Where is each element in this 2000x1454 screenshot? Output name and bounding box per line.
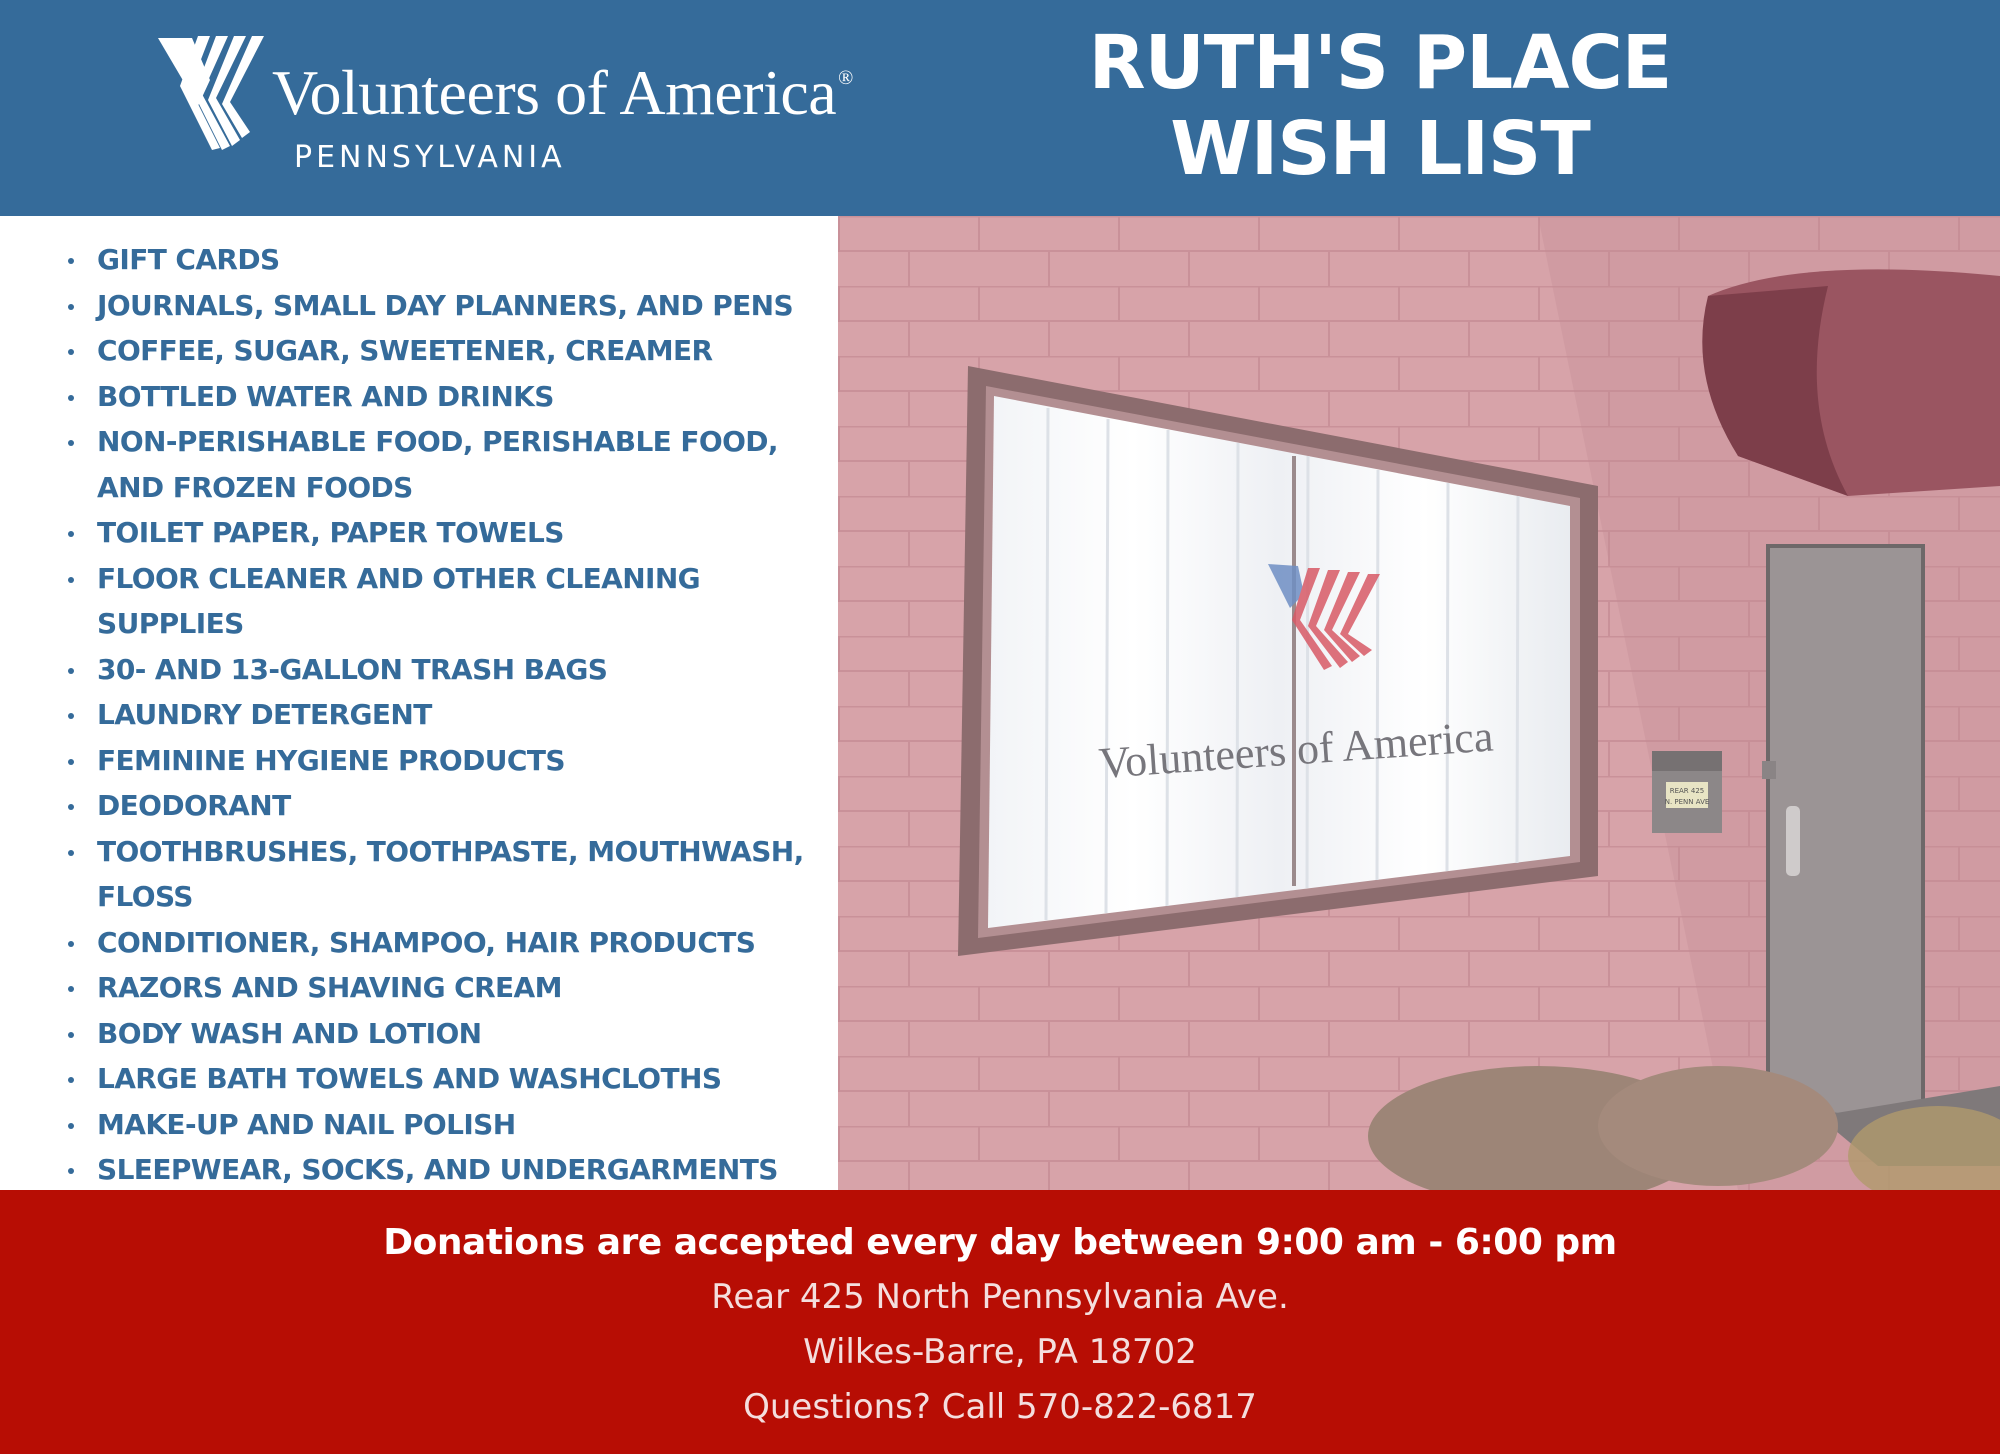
mailbox-label-1: REAR 425 bbox=[1669, 787, 1705, 795]
wish-list-item: SLEEPWEAR, SOCKS, AND UNDERGARMENTS bbox=[60, 1147, 830, 1238]
wish-list-item: COFFEE, SUGAR, SWEETENER, CREAMER bbox=[60, 328, 830, 374]
building-illustration bbox=[838, 216, 2000, 1190]
header-banner bbox=[0, 0, 2000, 216]
footer-banner bbox=[0, 1190, 2000, 1454]
wish-list-item: 30- AND 13-GALLON TRASH BAGS bbox=[60, 647, 830, 693]
wish-list-item: MAKE-UP AND NAIL POLISH bbox=[60, 1102, 830, 1148]
wish-list-item: CONDITIONER, SHAMPOO, HAIR PRODUCTS bbox=[60, 920, 830, 966]
wish-list bbox=[60, 237, 830, 1238]
contact-phone: Questions? Call 570-822-6817 bbox=[743, 1387, 1257, 1427]
window-sign-text: Volunteers of America bbox=[1097, 711, 1495, 788]
wish-list-item: FLOOR CLEANER AND OTHER CLEANING SUPPLIES bbox=[60, 556, 830, 647]
org-region: PENNSYLVANIA bbox=[294, 140, 566, 175]
mailbox-label-2: N. PENN AVE bbox=[1664, 798, 1710, 806]
wish-list-item: BODY WASH AND LOTION bbox=[60, 1011, 830, 1057]
wish-list-item: RAZORS AND SHAVING CREAM bbox=[60, 965, 830, 1011]
wish-list-item: NON-PERISHABLE FOOD, PERISHABLE FOOD, AND FROZEN FOODS bbox=[60, 419, 830, 510]
wish-list-item: TOILET PAPER, PAPER TOWELS bbox=[60, 510, 830, 556]
address-line-2: Wilkes-Barre, PA 18702 bbox=[803, 1332, 1197, 1372]
page-title-line-1: RUTH'S PLACE bbox=[1088, 20, 1672, 106]
registered-mark: ® bbox=[838, 67, 853, 89]
wish-list-item: LAUNDRY DETERGENT bbox=[60, 692, 830, 738]
donation-hours: Donations are accepted every day between 9:00 am - 6:00 pm bbox=[383, 1222, 1617, 1263]
voa-logo-mark-icon bbox=[150, 28, 290, 158]
page-title-line-2: WISH LIST bbox=[1170, 106, 1590, 192]
wish-list-item: FEMININE HYGIENE PRODUCTS bbox=[60, 738, 830, 784]
address-line-1: Rear 425 North Pennsylvania Ave. bbox=[711, 1277, 1289, 1317]
building-photo bbox=[838, 216, 2000, 1190]
mailbox-icon bbox=[1652, 751, 1722, 833]
wish-list-item: TOOTHBRUSHES, TOOTHPASTE, MOUTHWASH, FLOSS bbox=[60, 829, 830, 920]
wish-list-item: DEODORANT bbox=[60, 783, 830, 829]
wish-list-item: GIFT CARDS bbox=[60, 237, 830, 283]
door-handle-icon bbox=[1786, 806, 1800, 876]
wish-list-item: LARGE BATH TOWELS AND WASHCLOTHS bbox=[60, 1056, 830, 1102]
page-title bbox=[1040, 20, 1720, 192]
wish-list-panel bbox=[0, 216, 838, 1190]
wish-list-item: JOURNALS, SMALL DAY PLANNERS, AND PENS bbox=[60, 283, 830, 329]
org-name: Volunteers of America ® bbox=[272, 57, 853, 128]
wish-list-item: BOTTLED WATER AND DRINKS bbox=[60, 374, 830, 420]
